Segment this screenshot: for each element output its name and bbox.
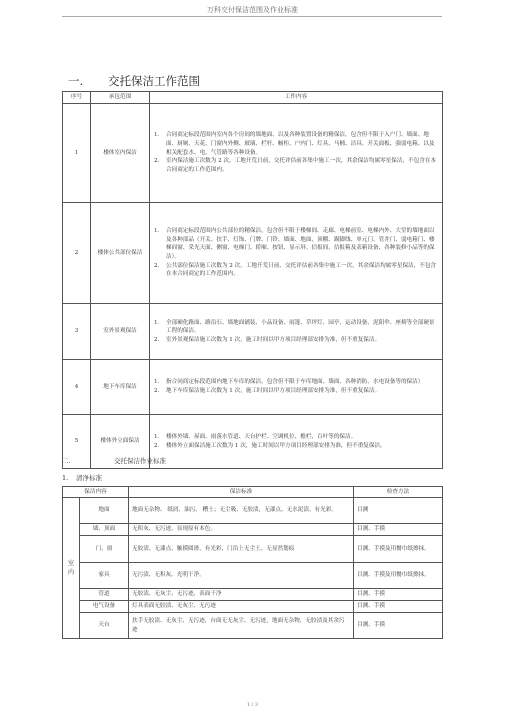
list-item — [154, 433, 438, 442]
row-method: 目测、手摸及用餐巾纸擦抹。 — [354, 563, 443, 589]
item-number: 2. — [154, 158, 160, 165]
list-item — [154, 336, 438, 345]
category-cell: 室内 — [63, 498, 80, 639]
row-standard: 扶手无胶渍、无灰尘、无污迹，台面无无灰尘、无污迹，地面无杂物，无胶渍及其余污迹 — [129, 613, 354, 639]
item-number: 1. — [154, 319, 160, 326]
row-method: 目测 — [354, 498, 443, 524]
item-number: 2. — [154, 262, 160, 269]
row-standard: 无胶渍、无漆点、触摸圆滑、有光彩，门沿上无尘土、无显然划痕 — [129, 536, 354, 563]
section1-heading — [68, 73, 200, 89]
item-text: 室内保洁施工次数为 2 次，工地开荒日前，交托评估前各集中施工一次，其余保洁均属零星保洁，不包含在本合同商定的工作范围内。 — [166, 158, 437, 173]
item-text: 地下车库保洁施工次数为 1 次，施工时间以甲方项目经理部安排为准，但不重复保洁。 — [166, 388, 381, 394]
row-number: 1 — [63, 104, 91, 203]
row-number: 5 — [63, 415, 91, 469]
subsection-number: 1. — [62, 474, 69, 482]
row-content — [150, 304, 443, 360]
subsection-heading — [62, 473, 102, 482]
table2-header-standard: 保洁标准 — [129, 487, 354, 498]
table-row — [63, 203, 443, 304]
page-header: 万科交付保洁范围及作业标准 — [207, 6, 298, 14]
row-item: 电气设备 — [80, 601, 129, 613]
table2-header-method: 检查方法 — [354, 487, 443, 498]
item-number: 1. — [154, 379, 160, 386]
table-row — [63, 536, 443, 563]
cleaning-scope-table — [62, 91, 443, 469]
header-divider — [62, 16, 442, 17]
row-scope: 楼体外立面保洁 — [91, 415, 150, 469]
row-item: 门、窗 — [80, 536, 129, 563]
list-item — [154, 227, 438, 262]
row-standard: 无污渍、无积灰、光明干净。 — [129, 563, 354, 589]
row-method: 目测、手摸 — [354, 524, 443, 536]
item-text: 公共部位保洁施工次数为 2 次，工地开荒日前、交托评估前各集中施工一次，其余保洁均属零星保洁，不包含在本合同商定的工作范围内。 — [166, 262, 437, 278]
list-item — [154, 378, 438, 387]
item-text: 指合同商定标段范围内地下车库的保洁，包含但不限于车库地面、墙面、各种消防、水电设备等的保洁） — [166, 379, 424, 386]
item-number: 1. — [154, 228, 160, 235]
item-text: 全部硬化路面、路沿石、墙地面铺装、小品设备、雨篷、草坪灯、园亭、运动设备、泥阳伞、座椅等全部硬景工程的保洁。 — [166, 319, 435, 335]
item-text: 楼体外立面保洁施工次数为 1 次，施工时间以甲方项目经理部安排为准，但不重复保洁。 — [166, 442, 386, 449]
item-text: 楼体外墙、屋面、雨落水管道、天台护栏、空调机位、檐栏、百叶等的保洁。 — [166, 433, 357, 440]
table-row — [63, 498, 443, 524]
row-scope: 地下车库保洁 — [91, 360, 150, 415]
row-standard: 灯具表面无胶渍、无灰尘、无污迹 — [129, 601, 354, 613]
row-standard: 无胶渍、无灰尘、无污迹，表面干净 — [129, 589, 354, 601]
item-text: 合同商定标段范围内室内各个房间的墙地面、以及各种装置设备的精保洁，包含但不限于入户门、墙面、地面、厨厕、天花、门窗内外侧、玻璃、栏杆、橱柜、户内门、灯具、马桶、洁具、开关面板、强弱电箱、以及相关配套水、电、气管路等各种设备。 — [166, 132, 435, 156]
item-text: 室外景观保洁施工次数为 1 次，施工时间以甲方项目经理部安排为准，但不重复保洁。 — [166, 336, 381, 343]
table2-header-content: 保洁内容 — [63, 487, 129, 498]
section1-title: 交托保洁工作范围 — [108, 74, 200, 88]
list-item — [154, 262, 438, 279]
row-method: 目测、手摸 — [354, 601, 443, 613]
row-item: 天台 — [80, 613, 129, 639]
table-row — [63, 613, 443, 639]
row-item: 家具 — [80, 563, 129, 589]
page-number: 1 / 3 — [246, 702, 259, 708]
row-item: 地面 — [80, 498, 129, 524]
row-item: 管道 — [80, 589, 129, 601]
row-content — [150, 360, 443, 415]
cleaning-standard-table — [62, 486, 443, 639]
section2-title: 交托保洁作业标准 — [114, 457, 166, 465]
table-row — [63, 360, 443, 415]
table-row — [63, 524, 443, 536]
item-number: 2. — [154, 388, 160, 394]
list-item — [154, 442, 438, 451]
row-standard: 地面无杂物、 纸屑、油污、 糟土；无尘吸、无胶渍，无漆点、无水泥渍、有光彩。 — [129, 498, 354, 524]
list-item — [154, 319, 438, 336]
item-text: 合同商定标段范围内公共部位的精保洁，包含但不限于楼梯间、走廊、电梯前室、电梯内外、大堂的墙地面以及各种部品（开关、扶手、灯饰、门牌、门铃、墙面、地面、顶棚、踢脚线、单元门、管井门、弱电箱门、楼梯间窗、采光天面、侧窗、电梯门、轿厢、按钮、显示屏、信报间、信报箱及表箱设备、各种装修小品等的保洁）。 — [166, 228, 435, 260]
row-item: 墙、顶面 — [80, 524, 129, 536]
row-number: 3 — [63, 304, 91, 360]
row-number: 4 — [63, 360, 91, 415]
row-scope: 楼体公共部位保洁 — [91, 203, 150, 304]
row-content — [150, 415, 443, 469]
row-scope: 室外景观保洁 — [91, 304, 150, 360]
table-row — [63, 601, 443, 613]
section1-number: 一. — [68, 74, 84, 88]
table1-header-num: 序号 — [63, 92, 91, 104]
row-method: 目测、手摸 — [354, 613, 443, 639]
list-item — [154, 157, 438, 174]
row-method: 目测、手摸 — [354, 589, 443, 601]
table-row — [63, 304, 443, 360]
item-number: 2. — [154, 442, 160, 449]
list-item — [154, 387, 438, 396]
section2-heading — [62, 456, 166, 465]
table1-header-row — [63, 92, 443, 104]
subsection-title: 清净标准 — [76, 474, 102, 482]
table2-header-row — [63, 487, 443, 498]
table-row — [63, 589, 443, 601]
row-method: 目测、手摸及用餐巾纸擦抹。 — [354, 536, 443, 563]
section2-number: 二. — [62, 457, 71, 465]
row-content — [150, 203, 443, 304]
table1-header-content: 工作内容 — [150, 92, 443, 104]
item-number: 2. — [154, 336, 160, 343]
row-content — [150, 104, 443, 203]
table-row — [63, 563, 443, 589]
row-standard: 无积灰、无污迹、显现原有本色。 — [129, 524, 354, 536]
table-row — [63, 104, 443, 203]
row-scope: 楼体室内保洁 — [91, 104, 150, 203]
table1-header-scope: 承包范围 — [91, 92, 150, 104]
list-item — [154, 131, 438, 157]
row-number: 2 — [63, 203, 91, 304]
item-number: 1. — [154, 132, 160, 139]
item-number: 1. — [154, 433, 160, 440]
